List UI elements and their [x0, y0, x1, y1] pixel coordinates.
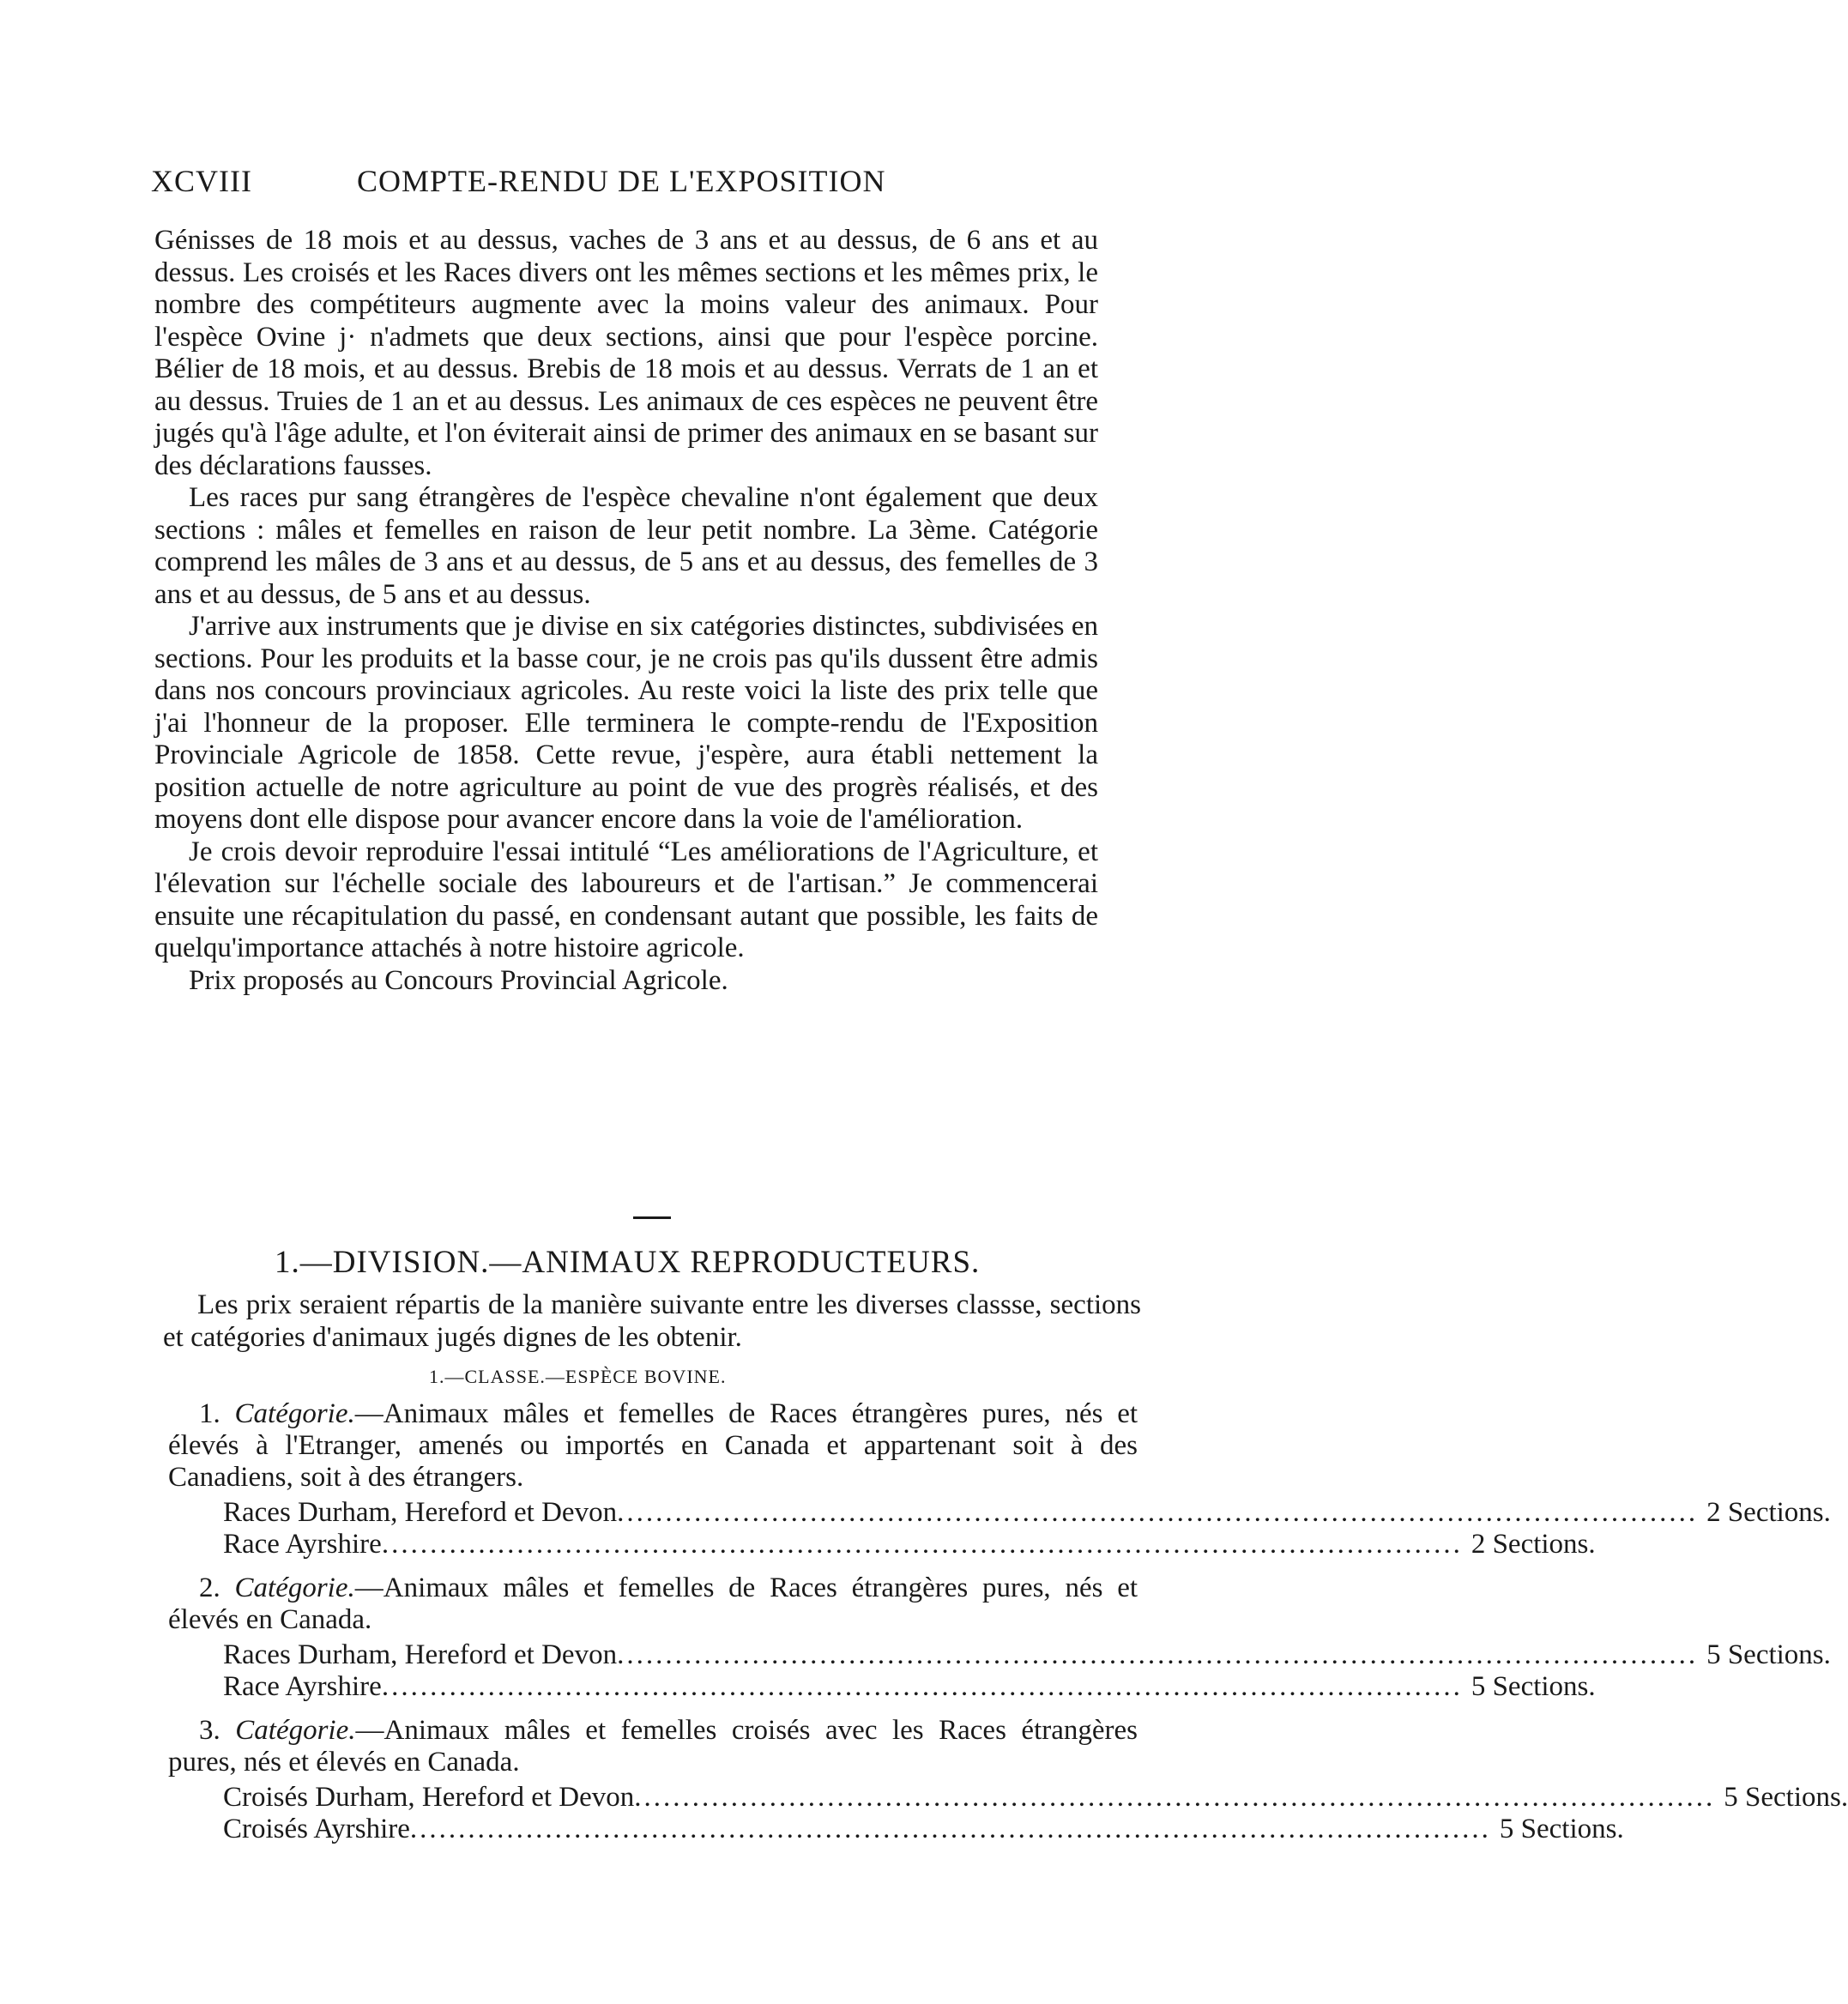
race-name: Races Durham, Hereford et Devon: [223, 1639, 618, 1670]
section-count: 5 Sections.: [1724, 1782, 1848, 1813]
dot-leader: ................................................................................................................: [381, 1529, 1463, 1560]
section-count: 2 Sections.: [1471, 1529, 1596, 1560]
page-number: XCVIII: [151, 164, 252, 198]
dot-leader: ................................................................................................................: [381, 1671, 1463, 1702]
intro-paragraph: Les prix seraient répartis de la manière suivante entre les diverses classse, sections et catégories d'animaux jugés dignes de les obtenir.: [163, 1289, 1141, 1353]
category-text: —Animaux mâles et femelles de Races étrangères pures, nés et élevés en Canada.: [168, 1572, 1138, 1635]
category-number: 2.: [199, 1572, 220, 1603]
division-heading: 1.—DIVISION.—ANIMAUX REPRODUCTEURS.: [275, 1245, 981, 1280]
running-title: COMPTE-RENDU DE L'EXPOSITION: [357, 164, 886, 198]
race-name: Race Ayrshire: [223, 1671, 382, 1702]
paragraph-2: Les races pur sang étrangères de l'espèce chevaline n'ont également que deux sections : mâles et femelles en raison de leur petit nombre. La 3ème. Catégorie comprend les mâles de 3 ans et au dessus, de 5 ans et au dessus, des femelles de 3 ans et au dessus, de 5 ans et au dessus.: [154, 482, 1098, 610]
classe-heading: 1.—CLASSE.—ESPÈCE BOVINE.: [429, 1366, 727, 1387]
section-list: [168, 1497, 1831, 1560]
intro-text: [163, 1289, 1141, 1354]
category-label: Catégorie.: [234, 1398, 355, 1429]
section-row: [223, 1671, 1596, 1703]
dot-leader: ................................................................................................................: [617, 1497, 1699, 1528]
category-number: 1.: [199, 1398, 220, 1429]
category-text: —Animaux mâles et femelles croisés avec les Races étrangères pures, nés et élevés en Canada.: [168, 1715, 1138, 1778]
race-name: Race Ayrshire: [223, 1529, 382, 1560]
body-text: [154, 225, 1098, 997]
section-row: [223, 1782, 1848, 1814]
paragraph-4: Je crois devoir reproduire l'essai intitulé “Les améliorations de l'Agriculture, et l'élevation sur l'échelle sociale des laboureurs et de l'artisan.” Je commencerai ensuite une récapitulation du passé, en condensant autant que possible, les faits de quelqu'importance attachés à notre histoire agricole.: [154, 836, 1098, 963]
section-divider: [633, 1216, 671, 1219]
section-count: 5 Sections.: [1706, 1639, 1831, 1670]
category-3: [168, 1715, 1848, 1845]
category-list: [168, 1398, 1848, 1857]
category-description: [168, 1715, 1138, 1778]
section-row: [223, 1639, 1831, 1671]
category-label: Catégorie.: [235, 1715, 356, 1746]
section-row: [223, 1529, 1596, 1560]
race-name: Races Durham, Hereford et Devon: [223, 1497, 618, 1528]
category-description: [168, 1572, 1138, 1636]
section-count: 5 Sections.: [1471, 1671, 1596, 1702]
category-1: [168, 1398, 1831, 1560]
category-number: 3.: [199, 1715, 220, 1746]
category-description: [168, 1398, 1138, 1494]
section-row: [223, 1814, 1624, 1845]
race-name: Croisés Ayrshire: [223, 1814, 410, 1844]
category-label: Catégorie.: [234, 1572, 355, 1603]
dot-leader: ................................................................................................................: [617, 1639, 1699, 1670]
section-row: [223, 1497, 1831, 1529]
section-list: [168, 1639, 1831, 1703]
paragraph-3: J'arrive aux instruments que je divise en six catégories distinctes, subdivisées en sections. Pour les produits et la basse cour, je ne crois pas qu'ils dussent être admis dans nos concours provinciaux agricoles. Au reste voici la liste des prix telle que j'ai l'honneur de la proposer. Elle terminera le compte-rendu de l'Exposition Provinciale Agricole de 1858. Cette revue, j'espère, aura établi nettement la position actuelle de notre agriculture au point de vue des progrès réalisés, et des moyens dont elle dispose pour avancer encore dans la voie de l'amélioration.: [154, 611, 1098, 835]
section-list: [168, 1782, 1848, 1845]
section-count: 5 Sections.: [1499, 1814, 1624, 1844]
paragraph-1: Génisses de 18 mois et au dessus, vaches de 3 ans et au dessus, de 6 ans et au dessus. Les croisés et les Races divers ont les mêmes sections et les mêmes prix, le nombre des compétiteurs augmente avec la moins valeur des animaux. Pour l'espèce Ovine j· n'admets que deux sections, ainsi que pour l'espèce porcine. Bélier de 18 mois, et au dessus. Brebis de 18 mois et au dessus. Verrats de 1 an et au dessus. Truies de 1 an et au dessus. Les animaux de ces espèces ne peuvent être jugés qu'à l'âge adulte, et l'on éviterait ainsi de primer des animaux en se basant sur des déclarations fausses.: [154, 225, 1098, 481]
paragraph-5: Prix proposés au Concours Provincial Agricole.: [189, 964, 728, 996]
dot-leader: ................................................................................................................: [409, 1814, 1491, 1844]
section-count: 2 Sections.: [1706, 1497, 1831, 1528]
race-name: Croisés Durham, Hereford et Devon: [223, 1782, 635, 1813]
dot-leader: ................................................................................................................: [634, 1782, 1716, 1813]
category-2: [168, 1572, 1831, 1703]
page-header: [151, 163, 949, 206]
category-text: —Animaux mâles et femelles de Races étrangères pures, nés et élevés à l'Etranger, amenés ou importés en Canada et appartenant soit à des Canadiens, soit à des étrangers.: [168, 1398, 1138, 1493]
